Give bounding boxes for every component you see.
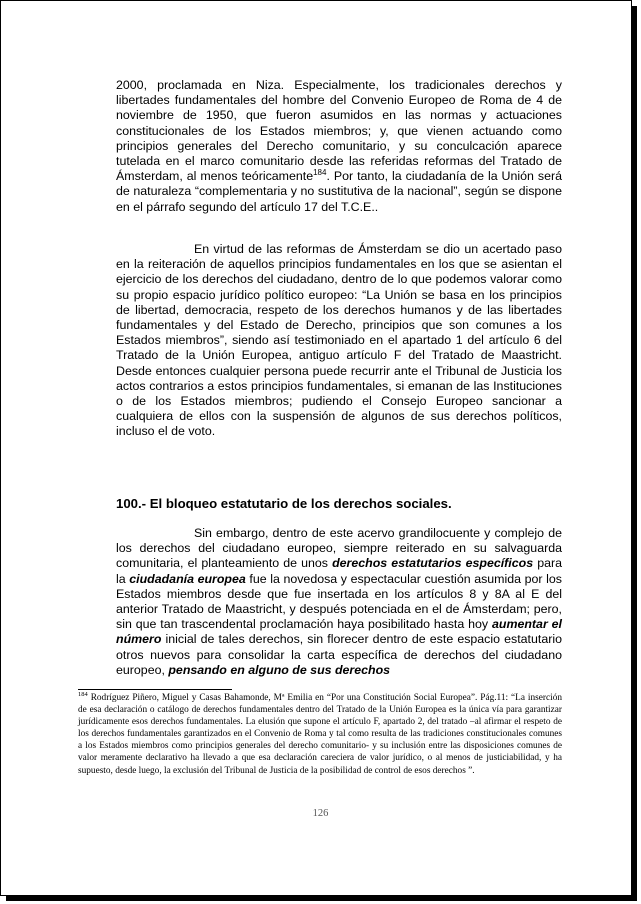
p3-emphasis-aumentar: aumentar el número: [116, 617, 562, 647]
p3-text-2: para la: [116, 556, 562, 586]
p3-emphasis-ciudadania: ciudadanía europea: [129, 571, 246, 586]
footnote-184: [78, 692, 562, 777]
paragraph-amsterdam: En virtud de las reformas de Ámsterdam se dio un acertado paso en la reiteración de aquellos principios fundamentales en los que se asientan el ejercicio de los derechos del ciudadano, dentro de lo que podemos valorar como su propio espacio jurídico político europeo: “La Unión se basa en los principios de libertad, democracia, respeto de los derechos humanos y de las libertades fundamentales y del Estado de Derecho, principios que son comunes a los Estados miembros”, siendo así testimoniado en el apartado 1 del artículo 6 del Tratado de la Unión Europea, antiguo artículo F del Tratado de Maastricht. Desde entonces cualquier persona puede recurrir ante el Tribunal de Justicia los actos contrarios a estos principios fundamentales, si emanan de las Instituciones o de los Estados miembros; pudiendo el Consejo Europeo sancionar a cualquiera de ellos con la suspensión de algunos de sus derechos políticos, incluso el de voto.: [116, 242, 562, 439]
footnote-text: Rodríguez Piñero, Miguel y Casas Bahamonde, Mª Emilia en “Por una Constitución Social Europea”. Pág.11: “La inserción de esa declaración o catálogo de derechos fundamentales dentro del Tratado de la Unión Europea es la única vía para garantizar jurídicamente esos derechos fundamentales. La elusión que supone el artículo F, apartado 2, del tratado –al afirmar el respeto de los derechos fundamentales garantizados en el Convenio de Roma y tal como resulta de las tradiciones constitucionales comunes a los Estados miembros como principios generales del derecho comunitario- y su inclusión entre las disposiciones comunes de valor meramente declarativo ha llevado a que esa declaración careciera de valor jurídico, o al menos de justiciabilidad, y ha supuesto, desde luego, la exclusión del Tribunal de Justicia de la posibilidad de control de esos derechos ”.: [78, 693, 562, 776]
footnote-number: 184: [78, 690, 88, 698]
paragraph-bloqueo: [116, 526, 562, 678]
paragraph-niza-text-a: 2000, proclamada en Niza. Especialmente, los tradicionales derechos y libertades fundamentales del hombre del Convenio Europeo de Roma de 4 de noviembre de 1950, que fueron asumidos en las normas y actuaciones constitucionales de los Estados miembros; y, que vienen actuando como principios generales del Derecho comunitario, y su conculcación aparece tutelada en el marco comunitario desde las referidas reformas del Tratado de Ámsterdam, al menos teóricamente: [116, 78, 562, 184]
section-heading: 100.- El bloqueo estatutario de los derechos sociales.: [116, 496, 452, 511]
paragraph-niza-text-b: . Por tanto, la ciudadanía de la Unión será de naturaleza “complementaria y no sustitutiva de la nacional”, según se dispone en el párrafo segundo del artículo 17 del T.C.E..: [116, 169, 562, 214]
page-number: 126: [312, 808, 329, 819]
p3-emphasis-derechos-estatutarios: derechos estatutarios específicos: [332, 556, 534, 571]
page-shadow-bottom: [6, 896, 637, 901]
paragraph-niza: [116, 78, 562, 215]
footnote-separator: [78, 689, 232, 690]
p3-text-1: Sin embargo, dentro de este acervo grandilocuente y complejo de los derechos del ciudadano europeo, siempre reiterado en su salvaguarda comunitaria, el planteamiento de unos: [116, 526, 562, 571]
p3-text-4: inicial de tales derechos, sin florecer dentro de este espacio estatutario otros nuevos para consolidar la carta específica de derechos del ciudadano europeo,: [116, 632, 562, 677]
footnote-reference[interactable]: 184: [313, 168, 327, 178]
page-shadow-right: [632, 6, 637, 898]
p3-emphasis-pensando: pensando en alguno de sus derechos: [168, 662, 391, 677]
p3-text-3: fue la novedosa y espectacular cuestión asumida por los Estados miembros desde que fue insertada en los artículos 8 y 8A al E del anterior Tratado de Maastricht, y después potenciada en el de Ámsterdam; pero, sin que tan trascendental proclamación haya posibilitado hasta hoy: [116, 571, 562, 632]
